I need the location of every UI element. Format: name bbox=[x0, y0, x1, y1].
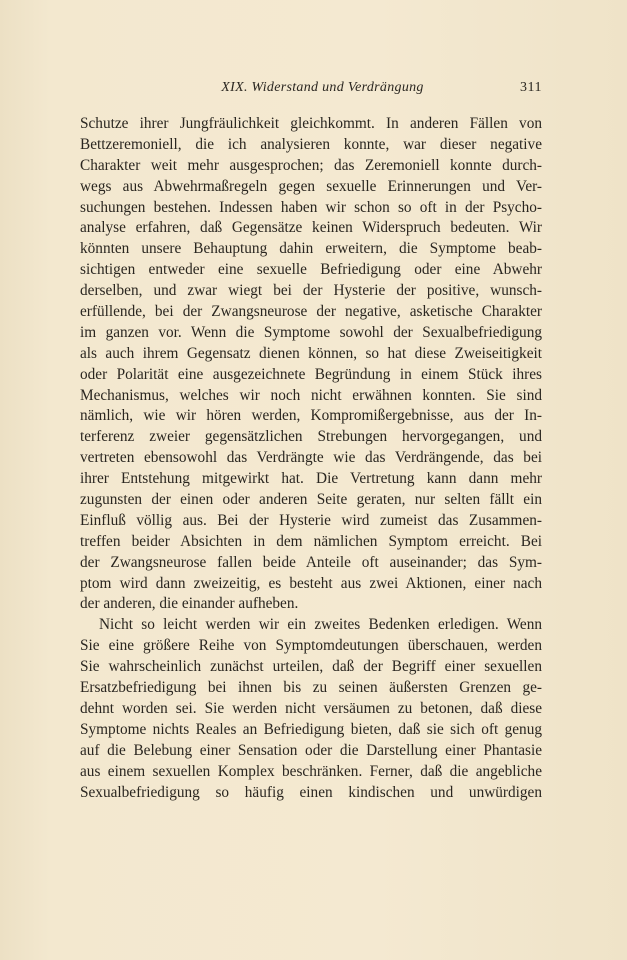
text-line: als auch ihrem Gegensatz dienen können, so hat diese Zweiseitigkeit bbox=[80, 344, 542, 362]
text-line: der anderen, die einander aufheben. bbox=[80, 595, 299, 613]
text-line: Symptome nichts Reales an Befriedigung bieten, daß sie sich oft genug bbox=[80, 720, 542, 738]
text-line: Mechanismus, welches wir noch nicht erwähnen konnten. Sie sind bbox=[80, 386, 542, 404]
text-line: zugunsten der einen oder anderen Seite geraten, nur selten fällt ein bbox=[80, 491, 542, 509]
page-header bbox=[103, 80, 542, 102]
text-line: Nicht so leicht werden wir ein zweites Bedenken erledigen. Wenn bbox=[99, 616, 542, 634]
paragraph-2 bbox=[80, 615, 542, 803]
text-line: sichtigen entweder eine sexuelle Befriedigung oder eine Abwehr bbox=[80, 261, 542, 279]
text-line: auf die Belebung einer Sensation oder die Darstellung einer Phantasie bbox=[80, 741, 542, 759]
text-line: im ganzen vor. Wenn die Symptome sowohl der Sexualbefriedigung bbox=[80, 323, 542, 341]
text-line: Charakter weit mehr ausgesprochen; das Zeremoniell konnte durch- bbox=[80, 156, 542, 174]
body-text bbox=[80, 114, 542, 803]
text-line: der Zwangsneurose fallen beide Anteile oft auseinander; das Sym- bbox=[80, 553, 542, 571]
text-line: suchungen bestehen. Indessen haben wir schon so oft in der Psycho- bbox=[80, 198, 542, 216]
text-line: nämlich, wie wir hören werden, Kompromißergebnisse, aus der In- bbox=[80, 407, 542, 425]
text-line: Sie wahrscheinlich zunächst urteilen, daß der Begriff einer sexuellen bbox=[80, 658, 542, 676]
text-line: terferenz zweier gegensätzlichen Strebungen hervorgegangen, und bbox=[80, 428, 542, 446]
text-line: wegs aus Abwehrmaßregeln gegen sexuelle Erinnerungen und Ver- bbox=[80, 177, 542, 195]
page-number: 311 bbox=[520, 80, 542, 95]
text-line: derselben, und zwar wiegt bei der Hysterie der positive, wunsch- bbox=[80, 282, 542, 300]
text-line: dehnt worden sei. Sie werden nicht versäumen zu betonen, daß diese bbox=[80, 699, 542, 717]
text-line: ihrer Entstehung mitgewirkt hat. Die Vertretung kann dann mehr bbox=[80, 470, 542, 488]
text-line: analyse erfahren, daß Gegensätze keinen Widerspruch bedeuten. Wir bbox=[80, 219, 542, 237]
text-line: vertreten ebensowohl das Verdrängte wie das Verdrängende, das bei bbox=[80, 449, 542, 467]
text-line: Sexualbefriedigung so häufig einen kindischen und unwürdigen bbox=[80, 783, 542, 801]
text-line: Sie eine größere Reihe von Symptomdeutungen überschauen, werden bbox=[80, 637, 542, 655]
text-line: treffen beider Absichten in dem nämlichen Symptom erreicht. Bei bbox=[80, 532, 542, 550]
text-line: Ersatzbefriedigung bei ihnen bis zu seinen äußersten Grenzen ge- bbox=[80, 679, 542, 697]
text-line: Schutze ihrer Jungfräulichkeit gleichkommt. In anderen Fällen von bbox=[80, 115, 542, 132]
paragraph-1 bbox=[80, 114, 542, 615]
text-line: könnten unsere Behauptung dahin erweitern, die Symptome beab- bbox=[80, 240, 542, 258]
running-title: XIX. Widerstand und Verdrängung bbox=[221, 80, 424, 95]
text-line: ptom wird dann zweizeitig, es besteht aus zwei Aktionen, einer nach bbox=[80, 574, 542, 592]
text-line: oder Polarität eine ausgezeichnete Begründung in einem Stück ihres bbox=[80, 365, 542, 383]
text-line: erfüllende, bei der Zwangsneurose der negative, asketische Charakter bbox=[80, 303, 542, 321]
text-line: Bettzeremoniell, die ich analysieren konnte, war dieser negative bbox=[80, 135, 542, 153]
text-line: aus einem sexuellen Komplex beschränken. Ferner, daß die angebliche bbox=[80, 762, 542, 780]
text-line: Einfluß völlig aus. Bei der Hysterie wird zumeist das Zusammen- bbox=[80, 511, 542, 529]
